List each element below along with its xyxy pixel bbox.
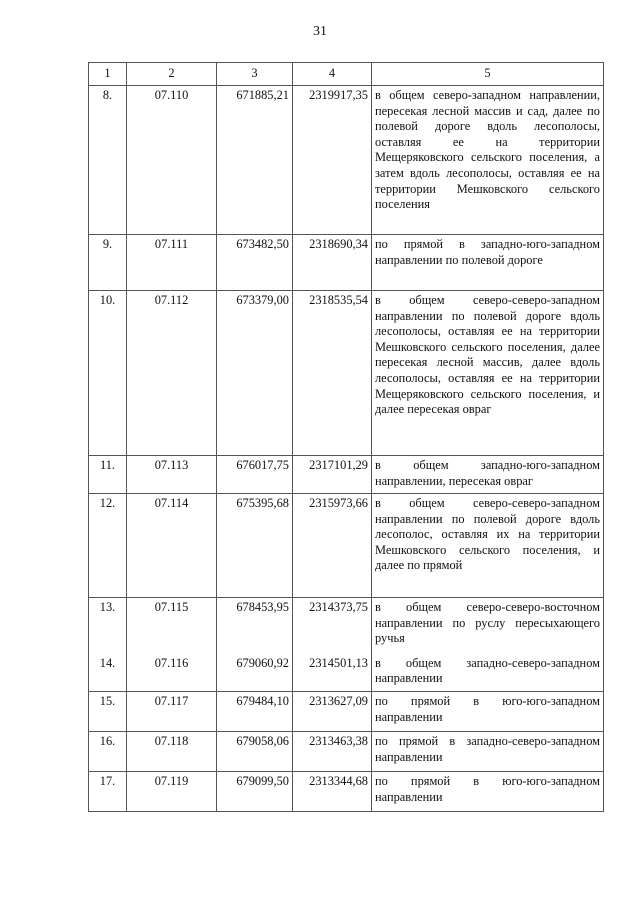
coord-x: 679058,06: [217, 732, 293, 772]
table-row: [89, 654, 604, 692]
row-number: 17.: [89, 772, 127, 812]
header-col-5: 5: [372, 63, 604, 86]
coord-y: 2315973,66: [293, 494, 372, 598]
row-number: 10.: [89, 291, 127, 456]
boundary-description: в общем северо-северо-восточном направлении по руслу пересыхающего ручья: [372, 598, 604, 654]
boundary-description: в общем западно-юго-западном направлении, пересекая овраг: [372, 456, 604, 494]
boundary-description: по прямой в западно-юго-западном направлении по полевой дороге: [372, 235, 604, 291]
header-col-4: 4: [293, 63, 372, 86]
row-number: 12.: [89, 494, 127, 598]
coord-x: 671885,21: [217, 86, 293, 235]
coord-y: 2313463,38: [293, 732, 372, 772]
row-number: 13.: [89, 598, 127, 654]
coord-x: 679484,10: [217, 692, 293, 732]
point-id: 07.119: [127, 772, 217, 812]
point-id: 07.118: [127, 732, 217, 772]
boundary-description: в общем западно-северо-западном направлении: [372, 654, 604, 692]
boundary-description: по прямой в юго-юго-западном направлении: [372, 692, 604, 732]
coord-x: 673482,50: [217, 235, 293, 291]
row-number: 11.: [89, 456, 127, 494]
point-id: 07.114: [127, 494, 217, 598]
point-id: 07.112: [127, 291, 217, 456]
coord-x: 673379,00: [217, 291, 293, 456]
table-header-row: [89, 63, 604, 86]
table-row: [89, 692, 604, 732]
coord-x: 676017,75: [217, 456, 293, 494]
coord-y: 2314501,13: [293, 654, 372, 692]
coord-y: 2313627,09: [293, 692, 372, 732]
boundary-description: в общем северо-западном направлении, пересекая лесной массив и сад, далее по полевой дороге вдоль лесополосы, оставляя ее на территории Мещеряковского сельского поселения, а затем вдоль лесополосы, оставляя ее на территории Мешковского сельского поселения: [372, 86, 604, 235]
header-col-2: 2: [127, 63, 217, 86]
point-id: 07.115: [127, 598, 217, 654]
table-row: [89, 732, 604, 772]
coord-y: 2319917,35: [293, 86, 372, 235]
row-number: 9.: [89, 235, 127, 291]
point-id: 07.117: [127, 692, 217, 732]
header-col-3: 3: [217, 63, 293, 86]
row-number: 8.: [89, 86, 127, 235]
boundary-coordinates-table: [88, 62, 604, 812]
table-row: [89, 291, 604, 456]
boundary-description: по прямой в западно-северо-западном направлении: [372, 732, 604, 772]
coord-y: 2318535,54: [293, 291, 372, 456]
coord-x: 679060,92: [217, 654, 293, 692]
coord-y: 2313344,68: [293, 772, 372, 812]
table-row: [89, 86, 604, 235]
coord-x: 679099,50: [217, 772, 293, 812]
point-id: 07.110: [127, 86, 217, 235]
point-id: 07.116: [127, 654, 217, 692]
table-row: [89, 772, 604, 812]
table-row: [89, 456, 604, 494]
point-id: 07.113: [127, 456, 217, 494]
boundary-description: в общем северо-северо-западном направлении по полевой дороге вдоль лесополос, оставляя их на территории Мешковского сельского поселения, и далее по прямой: [372, 494, 604, 598]
point-id: 07.111: [127, 235, 217, 291]
row-number: 15.: [89, 692, 127, 732]
row-number: 16.: [89, 732, 127, 772]
boundary-description: по прямой в юго-юго-западном направлении: [372, 772, 604, 812]
table-row: [89, 598, 604, 654]
header-col-1: 1: [89, 63, 127, 86]
coord-y: 2317101,29: [293, 456, 372, 494]
coord-x: 675395,68: [217, 494, 293, 598]
row-number: 14.: [89, 654, 127, 692]
boundary-description: в общем северо-северо-западном направлении по полевой дороге вдоль лесополосы, оставляя ее на территории Мешковского сельского поселения, далее пересекая лесной массив, далее вдоль лесополосы, оставляя ее на территории Мещеряковского сельского поселения, и далее пересекая овраг: [372, 291, 604, 456]
coord-x: 678453,95: [217, 598, 293, 654]
page-number: 31: [313, 24, 327, 39]
coord-y: 2318690,34: [293, 235, 372, 291]
table-row: [89, 494, 604, 598]
coord-y: 2314373,75: [293, 598, 372, 654]
table-row: [89, 235, 604, 291]
